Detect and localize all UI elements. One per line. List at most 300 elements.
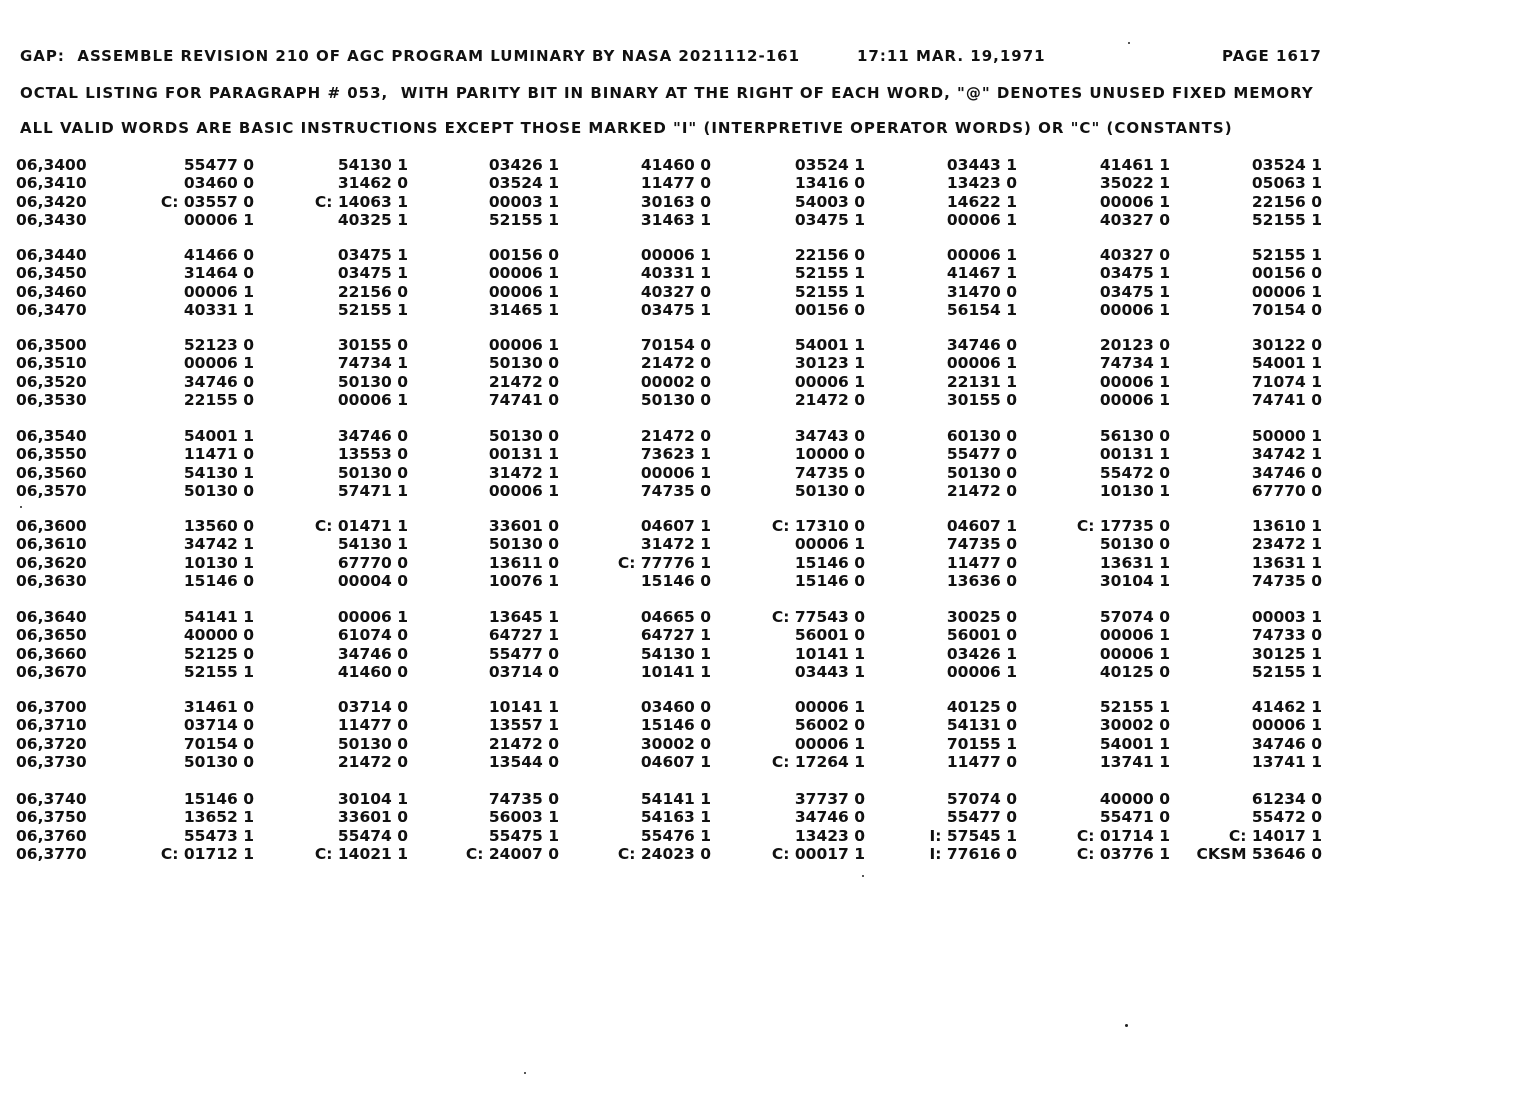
memory-word: C: 03776 1 xyxy=(1076,844,1170,863)
memory-word: 13631 1 xyxy=(1251,553,1322,572)
memory-word: 50130 0 xyxy=(488,535,559,554)
memory-word: 03475 1 xyxy=(1099,264,1170,283)
scan-speck xyxy=(862,875,864,877)
memory-word: 03460 0 xyxy=(640,698,711,716)
memory-word: 13544 0 xyxy=(488,752,559,771)
memory-word: 00131 1 xyxy=(1099,445,1170,464)
memory-word: 30104 1 xyxy=(337,790,408,808)
memory-word: C: 01712 1 xyxy=(160,844,254,863)
memory-word: 00006 1 xyxy=(946,354,1017,373)
memory-word: 70154 0 xyxy=(1251,300,1322,319)
listing-row xyxy=(0,554,1530,572)
memory-word: 03714 0 xyxy=(488,662,559,681)
memory-word: 55475 1 xyxy=(488,826,559,845)
memory-word: 34746 0 xyxy=(946,336,1017,354)
memory-word: 50130 0 xyxy=(183,752,254,771)
memory-word: 41466 0 xyxy=(183,246,254,264)
memory-word: 00004 0 xyxy=(337,571,408,590)
memory-word: 00006 1 xyxy=(337,390,408,409)
memory-word: 03524 1 xyxy=(1251,156,1322,174)
memory-word: 00156 0 xyxy=(794,300,865,319)
memory-word: 03460 0 xyxy=(183,174,254,193)
memory-word: 34746 0 xyxy=(1251,734,1322,753)
memory-word: 74734 1 xyxy=(1099,354,1170,373)
row-address: 06,3470 xyxy=(16,300,87,319)
memory-word: 23472 1 xyxy=(1251,535,1322,554)
listing-row xyxy=(0,336,1530,354)
memory-word: 03426 1 xyxy=(488,156,559,174)
memory-word: 40000 0 xyxy=(183,626,254,645)
memory-word: 30163 0 xyxy=(640,192,711,211)
memory-word: 00006 1 xyxy=(1099,626,1170,645)
memory-word: 40000 0 xyxy=(1099,790,1170,808)
memory-word: 31472 1 xyxy=(640,535,711,554)
memory-word: 13416 0 xyxy=(794,174,865,193)
memory-word: 50130 0 xyxy=(337,372,408,391)
memory-word: 13652 1 xyxy=(183,808,254,827)
memory-word: 40125 0 xyxy=(946,698,1017,716)
memory-word: 00006 1 xyxy=(1099,300,1170,319)
memory-word: I: 77616 0 xyxy=(929,844,1017,863)
memory-word: 20123 0 xyxy=(1099,336,1170,354)
memory-word: 54131 0 xyxy=(946,716,1017,735)
listing-row xyxy=(0,301,1530,319)
memory-word: 14622 1 xyxy=(946,192,1017,211)
listing-row xyxy=(0,572,1530,590)
memory-word: 30002 0 xyxy=(640,734,711,753)
row-address: 06,3730 xyxy=(16,752,87,771)
memory-word: 13557 1 xyxy=(488,716,559,735)
memory-word: 13560 0 xyxy=(183,517,254,535)
memory-word: 31470 0 xyxy=(946,282,1017,301)
memory-word: CKSM 53646 0 xyxy=(1196,844,1322,863)
listing-row xyxy=(0,156,1530,174)
memory-word: 05063 1 xyxy=(1251,174,1322,193)
memory-word: 35022 1 xyxy=(1099,174,1170,193)
row-address: 06,3430 xyxy=(16,210,87,229)
memory-word: 34746 0 xyxy=(183,372,254,391)
memory-word: 74735 0 xyxy=(946,535,1017,554)
row-address: 06,3600 xyxy=(16,517,87,535)
header-line-3: ALL VALID WORDS ARE BASIC INSTRUCTIONS EXCEPT THOSE MARKED "I" (INTERPRETIVE OPERATOR WORDS) OR "C" (CONSTANTS) xyxy=(20,119,1233,137)
memory-word: 21472 0 xyxy=(946,481,1017,500)
memory-word: 70154 0 xyxy=(183,734,254,753)
listing-row xyxy=(0,608,1530,626)
row-address: 06,3760 xyxy=(16,826,87,845)
memory-word: 21472 0 xyxy=(488,372,559,391)
memory-word: 03443 1 xyxy=(946,156,1017,174)
memory-word: 74733 0 xyxy=(1251,626,1322,645)
listing-row xyxy=(0,716,1530,734)
memory-word: 50130 0 xyxy=(183,481,254,500)
memory-word: C: 14021 1 xyxy=(314,844,408,863)
memory-word: C: 17264 1 xyxy=(771,752,865,771)
header-page-number: PAGE 1617 xyxy=(1222,47,1322,65)
memory-word: 55477 0 xyxy=(488,644,559,663)
memory-word: 54001 1 xyxy=(183,427,254,445)
memory-word: 33601 0 xyxy=(337,808,408,827)
memory-word: 30122 0 xyxy=(1251,336,1322,354)
memory-word: C: 14063 1 xyxy=(314,192,408,211)
memory-word: 34742 1 xyxy=(183,535,254,554)
memory-word: 10130 1 xyxy=(183,553,254,572)
listing-row xyxy=(0,735,1530,753)
memory-word: 03475 1 xyxy=(337,264,408,283)
memory-word: 21472 0 xyxy=(640,354,711,373)
memory-word: 54001 1 xyxy=(1251,354,1322,373)
memory-word: 11477 0 xyxy=(946,553,1017,572)
listing-row xyxy=(0,445,1530,463)
memory-word: 00006 1 xyxy=(1099,372,1170,391)
memory-word: 64727 1 xyxy=(640,626,711,645)
memory-word: 13423 0 xyxy=(946,174,1017,193)
memory-word: 52155 1 xyxy=(1251,246,1322,264)
memory-word: 52125 0 xyxy=(183,644,254,663)
memory-word: 55471 0 xyxy=(1099,808,1170,827)
memory-word: 34743 0 xyxy=(794,427,865,445)
memory-word: 31462 0 xyxy=(337,174,408,193)
memory-word: 00003 1 xyxy=(1251,608,1322,626)
listing-row xyxy=(0,391,1530,409)
listing-row xyxy=(0,482,1530,500)
memory-word: 04607 1 xyxy=(640,517,711,535)
memory-word: 34746 0 xyxy=(794,808,865,827)
memory-word: C: 17735 0 xyxy=(1076,517,1170,535)
memory-word: 00006 1 xyxy=(1099,390,1170,409)
memory-word: 10076 1 xyxy=(488,571,559,590)
memory-word: C: 24023 0 xyxy=(617,844,711,863)
memory-word: 22156 0 xyxy=(794,246,865,264)
memory-word: 03524 1 xyxy=(794,156,865,174)
listing-row xyxy=(0,845,1530,863)
listing-row xyxy=(0,193,1530,211)
memory-word: 56002 0 xyxy=(794,716,865,735)
memory-word: 04665 0 xyxy=(640,608,711,626)
row-address: 06,3510 xyxy=(16,354,87,373)
memory-word: 54001 1 xyxy=(794,336,865,354)
listing-row xyxy=(0,517,1530,535)
memory-word: 56003 1 xyxy=(488,808,559,827)
listing-row xyxy=(0,354,1530,372)
memory-word: 21472 0 xyxy=(337,752,408,771)
memory-word: 41460 0 xyxy=(337,662,408,681)
row-address: 06,3650 xyxy=(16,626,87,645)
memory-word: 50130 0 xyxy=(640,390,711,409)
memory-word: 00156 0 xyxy=(1251,264,1322,283)
memory-word: 13423 0 xyxy=(794,826,865,845)
memory-word: 03426 1 xyxy=(946,644,1017,663)
memory-word: 50130 0 xyxy=(488,354,559,373)
memory-word: 54130 1 xyxy=(183,463,254,482)
row-address: 06,3770 xyxy=(16,844,87,863)
memory-word: 30123 1 xyxy=(794,354,865,373)
memory-word: 52155 1 xyxy=(488,210,559,229)
memory-word: C: 77543 0 xyxy=(771,608,865,626)
memory-word: 52155 1 xyxy=(1251,662,1322,681)
row-address: 06,3450 xyxy=(16,264,87,283)
listing-row xyxy=(0,626,1530,644)
memory-word: 03475 1 xyxy=(1099,282,1170,301)
memory-word: 03443 1 xyxy=(794,662,865,681)
memory-word: 50000 1 xyxy=(1251,427,1322,445)
memory-word: 61234 0 xyxy=(1251,790,1322,808)
listing-row xyxy=(0,645,1530,663)
memory-word: 41460 0 xyxy=(640,156,711,174)
memory-word: 52123 0 xyxy=(183,336,254,354)
header-timestamp: 17:11 MAR. 19,1971 xyxy=(857,47,1046,65)
memory-word: 60130 0 xyxy=(946,427,1017,445)
memory-word: 30025 0 xyxy=(946,608,1017,626)
row-address: 06,3540 xyxy=(16,427,87,445)
memory-word: 13611 0 xyxy=(488,553,559,572)
row-address: 06,3750 xyxy=(16,808,87,827)
memory-word: 74735 0 xyxy=(1251,571,1322,590)
memory-word: 00156 0 xyxy=(488,246,559,264)
memory-word: 00006 1 xyxy=(488,282,559,301)
memory-word: 57074 0 xyxy=(1099,608,1170,626)
memory-word: 10130 1 xyxy=(1099,481,1170,500)
memory-word: 50130 0 xyxy=(946,463,1017,482)
memory-word: 61074 0 xyxy=(337,626,408,645)
memory-word: 21472 0 xyxy=(488,734,559,753)
memory-word: 15146 0 xyxy=(640,716,711,735)
memory-word: 15146 0 xyxy=(794,571,865,590)
memory-word: 00006 1 xyxy=(794,734,865,753)
memory-word: C: 00017 1 xyxy=(771,844,865,863)
memory-word: 00006 1 xyxy=(1251,282,1322,301)
row-address: 06,3740 xyxy=(16,790,87,808)
memory-word: 11471 0 xyxy=(183,445,254,464)
memory-word: 03475 1 xyxy=(640,300,711,319)
listing-row xyxy=(0,753,1530,771)
memory-word: 55477 0 xyxy=(183,156,254,174)
memory-word: 31464 0 xyxy=(183,264,254,283)
memory-word: 10141 1 xyxy=(640,662,711,681)
memory-word: 30155 0 xyxy=(337,336,408,354)
memory-word: 10141 1 xyxy=(794,644,865,663)
memory-word: 54163 1 xyxy=(640,808,711,827)
scan-speck xyxy=(20,506,22,508)
memory-word: 52155 1 xyxy=(1099,698,1170,716)
listing-row xyxy=(0,283,1530,301)
memory-word: 54130 1 xyxy=(337,535,408,554)
memory-word: 03475 1 xyxy=(337,246,408,264)
memory-word: 03475 1 xyxy=(794,210,865,229)
memory-word: 30104 1 xyxy=(1099,571,1170,590)
memory-word: 55474 0 xyxy=(337,826,408,845)
memory-word: 03524 1 xyxy=(488,174,559,193)
memory-word: 00006 1 xyxy=(183,354,254,373)
row-address: 06,3520 xyxy=(16,372,87,391)
memory-word: 00006 1 xyxy=(1251,716,1322,735)
memory-word: 04607 1 xyxy=(946,517,1017,535)
listing-row xyxy=(0,790,1530,808)
memory-word: 00006 1 xyxy=(337,608,408,626)
listing-row xyxy=(0,373,1530,391)
memory-word: 10000 0 xyxy=(794,445,865,464)
memory-word: 55473 1 xyxy=(183,826,254,845)
memory-word: 57074 0 xyxy=(946,790,1017,808)
memory-word: 52155 1 xyxy=(337,300,408,319)
memory-word: 00006 1 xyxy=(794,535,865,554)
memory-word: 54003 0 xyxy=(794,192,865,211)
memory-word: 15146 0 xyxy=(640,571,711,590)
memory-word: 15146 0 xyxy=(794,553,865,572)
row-address: 06,3410 xyxy=(16,174,87,193)
memory-word: 00006 1 xyxy=(640,246,711,264)
memory-word: 00006 1 xyxy=(794,372,865,391)
memory-word: 52155 1 xyxy=(1251,210,1322,229)
memory-word: 37737 0 xyxy=(794,790,865,808)
listing-row xyxy=(0,174,1530,192)
memory-word: 34746 0 xyxy=(1251,463,1322,482)
memory-word: 00006 1 xyxy=(488,264,559,283)
row-address: 06,3620 xyxy=(16,553,87,572)
memory-word: 74735 0 xyxy=(640,481,711,500)
memory-word: 13741 1 xyxy=(1251,752,1322,771)
listing-row xyxy=(0,464,1530,482)
row-address: 06,3710 xyxy=(16,716,87,735)
memory-word: 04607 1 xyxy=(640,752,711,771)
memory-word: 74735 0 xyxy=(488,790,559,808)
memory-word: 31465 1 xyxy=(488,300,559,319)
listing-row xyxy=(0,827,1530,845)
memory-word: C: 17310 0 xyxy=(771,517,865,535)
memory-word: 11477 0 xyxy=(640,174,711,193)
row-address: 06,3670 xyxy=(16,662,87,681)
memory-word: 50130 0 xyxy=(337,734,408,753)
memory-word: 22156 0 xyxy=(1251,192,1322,211)
memory-word: 40125 0 xyxy=(1099,662,1170,681)
memory-word: 74741 0 xyxy=(488,390,559,409)
memory-word: 13631 1 xyxy=(1099,553,1170,572)
memory-word: 00002 0 xyxy=(640,372,711,391)
memory-word: 33601 0 xyxy=(488,517,559,535)
memory-word: 54001 1 xyxy=(1099,734,1170,753)
memory-word: 00006 1 xyxy=(794,698,865,716)
memory-word: 55472 0 xyxy=(1099,463,1170,482)
row-address: 06,3610 xyxy=(16,535,87,554)
memory-word: 70154 0 xyxy=(640,336,711,354)
memory-word: 40331 1 xyxy=(183,300,254,319)
row-address: 06,3550 xyxy=(16,445,87,464)
memory-word: 13741 1 xyxy=(1099,752,1170,771)
memory-word: 00006 1 xyxy=(946,210,1017,229)
memory-word: 00006 1 xyxy=(946,662,1017,681)
row-address: 06,3660 xyxy=(16,644,87,663)
memory-word: 54130 1 xyxy=(337,156,408,174)
listing-row xyxy=(0,211,1530,229)
row-address: 06,3420 xyxy=(16,192,87,211)
memory-word: C: 24007 0 xyxy=(465,844,559,863)
memory-word: 34742 1 xyxy=(1251,445,1322,464)
memory-word: 74741 0 xyxy=(1251,390,1322,409)
listing-row xyxy=(0,663,1530,681)
memory-word: 21472 0 xyxy=(640,427,711,445)
memory-word: 00006 1 xyxy=(183,282,254,301)
row-address: 06,3700 xyxy=(16,698,87,716)
scan-speck xyxy=(1128,42,1130,44)
memory-word: 15146 0 xyxy=(183,790,254,808)
memory-word: 00006 1 xyxy=(946,246,1017,264)
row-address: 06,3640 xyxy=(16,608,87,626)
memory-word: 03714 0 xyxy=(337,698,408,716)
header-line-2: OCTAL LISTING FOR PARAGRAPH # 053, WITH PARITY BIT IN BINARY AT THE RIGHT OF EACH WORD, "@" DENOTES UNUSED FIXED MEMORY xyxy=(20,84,1314,102)
memory-word: 22131 1 xyxy=(946,372,1017,391)
listing-row xyxy=(0,427,1530,445)
memory-word: 31463 1 xyxy=(640,210,711,229)
memory-word: 54141 1 xyxy=(640,790,711,808)
memory-word: 41462 1 xyxy=(1251,698,1322,716)
memory-word: 41467 1 xyxy=(946,264,1017,283)
listing-row xyxy=(0,246,1530,264)
memory-word: 22155 0 xyxy=(183,390,254,409)
memory-word: 10141 1 xyxy=(488,698,559,716)
row-address: 06,3440 xyxy=(16,246,87,264)
scan-speck xyxy=(524,1072,526,1074)
listing-row xyxy=(0,698,1530,716)
memory-word: 56001 0 xyxy=(794,626,865,645)
memory-word: 55472 0 xyxy=(1251,808,1322,827)
memory-word: 15146 0 xyxy=(183,571,254,590)
memory-word: 50130 0 xyxy=(488,427,559,445)
memory-word: 56154 1 xyxy=(946,300,1017,319)
memory-word: 55477 0 xyxy=(946,808,1017,827)
memory-word: 71074 1 xyxy=(1251,372,1322,391)
memory-word: 40325 1 xyxy=(337,210,408,229)
memory-word: 70155 1 xyxy=(946,734,1017,753)
memory-word: 00003 1 xyxy=(488,192,559,211)
row-address: 06,3560 xyxy=(16,463,87,482)
memory-word: 30125 1 xyxy=(1251,644,1322,663)
memory-word: C: 01714 1 xyxy=(1076,826,1170,845)
row-address: 06,3500 xyxy=(16,336,87,354)
memory-word: 67770 0 xyxy=(1251,481,1322,500)
memory-word: 30155 0 xyxy=(946,390,1017,409)
memory-word: 00006 1 xyxy=(640,463,711,482)
memory-word: 57471 1 xyxy=(337,481,408,500)
row-address: 06,3400 xyxy=(16,156,87,174)
memory-word: 03714 0 xyxy=(183,716,254,735)
memory-word: 52155 1 xyxy=(794,264,865,283)
memory-word: 13645 1 xyxy=(488,608,559,626)
memory-word: 34746 0 xyxy=(337,427,408,445)
header-title: GAP: ASSEMBLE REVISION 210 OF AGC PROGRAM LUMINARY BY NASA 2021112-161 xyxy=(20,47,801,65)
memory-word: C: 03557 0 xyxy=(160,192,254,211)
memory-word: 52155 1 xyxy=(183,662,254,681)
memory-word: 13553 0 xyxy=(337,445,408,464)
memory-word: 00006 1 xyxy=(488,336,559,354)
memory-word: 31472 1 xyxy=(488,463,559,482)
memory-word: 54130 1 xyxy=(640,644,711,663)
memory-word: 56001 0 xyxy=(946,626,1017,645)
memory-word: 22156 0 xyxy=(337,282,408,301)
memory-word: 00006 1 xyxy=(1099,644,1170,663)
memory-word: 56130 0 xyxy=(1099,427,1170,445)
memory-word: 64727 1 xyxy=(488,626,559,645)
row-address: 06,3630 xyxy=(16,571,87,590)
memory-word: 30002 0 xyxy=(1099,716,1170,735)
memory-word: 67770 0 xyxy=(337,553,408,572)
memory-word: C: 77776 1 xyxy=(617,553,711,572)
memory-word: 50130 0 xyxy=(337,463,408,482)
row-address: 06,3460 xyxy=(16,282,87,301)
memory-word: C: 14017 1 xyxy=(1228,826,1322,845)
memory-word: 41461 1 xyxy=(1099,156,1170,174)
row-address: 06,3530 xyxy=(16,390,87,409)
memory-word: 21472 0 xyxy=(794,390,865,409)
row-address: 06,3720 xyxy=(16,734,87,753)
